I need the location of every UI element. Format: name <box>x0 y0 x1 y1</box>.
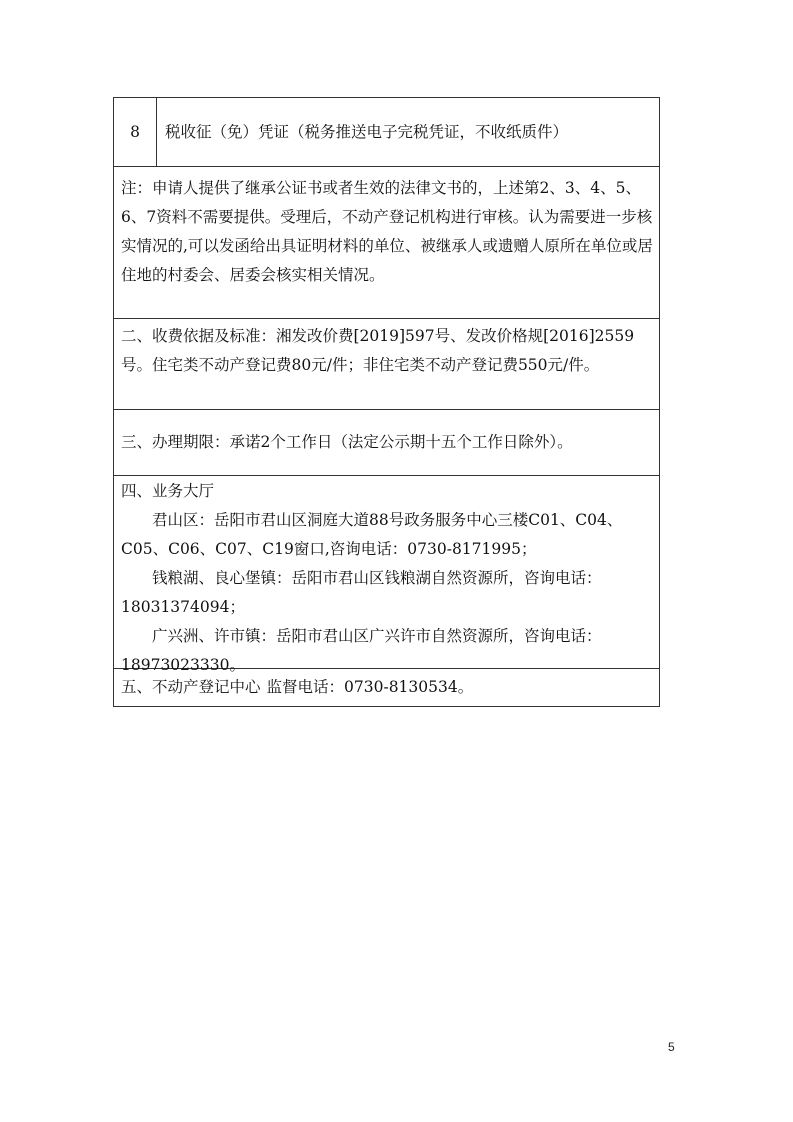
center-label: 五、不动产登记中心 <box>121 678 261 696</box>
period-row <box>114 409 659 475</box>
item-text: 税收征（免）凭证（税务推送电子完税凭证，不收纸质件） <box>165 122 569 141</box>
period-text: 三、办理期限：承诺2个工作日（法定公示期十五个工作日除外）。 <box>121 433 573 451</box>
hall-row <box>114 475 659 674</box>
hall-title: 四、业务大厅 <box>121 482 215 500</box>
center-phone: 监督电话：0730-8130534。 <box>266 678 474 696</box>
page-number: 5 <box>668 1040 675 1054</box>
hall-location-junshan: 君山区：岳阳市君山区洞庭大道88号政务服务中心三楼C01、C04、C05、C06、C07、C19窗口,咨询电话：0730-8171995； <box>121 511 623 558</box>
fee-row <box>114 318 659 409</box>
note-row <box>114 166 659 318</box>
table-row-item-8 <box>114 98 659 166</box>
hall-location-guangxingzhou: 广兴洲、许市镇：岳阳市君山区广兴许市自然资源所，咨询电话：18973023330。 <box>121 627 602 674</box>
center-row <box>114 668 659 706</box>
item-number: 8 <box>114 98 157 166</box>
hall-location-qianlianghu: 钱粮湖、良心堡镇：岳阳市君山区钱粮湖自然资源所，咨询电话：18031374094； <box>121 569 602 616</box>
info-table <box>113 97 660 707</box>
fee-text: 二、收费依据及标准：湘发改价费[2019]597号、发改价格规[2016]2559号。住宅类不动产登记费80元/件；非住宅类不动产登记费550元/件。 <box>121 327 635 374</box>
note-text: 注：申请人提供了继承公证书或者生效的法律文书的，上述第2、3、4、5、6、7资料不需要提供。受理后，不动产登记机构进行审核。认为需要进一步核实情况的,可以发函给出具证明材料的单位、被继承人或遗赠人原所在单位或居住地的村委会、居委会核实相关情况。 <box>121 179 653 284</box>
